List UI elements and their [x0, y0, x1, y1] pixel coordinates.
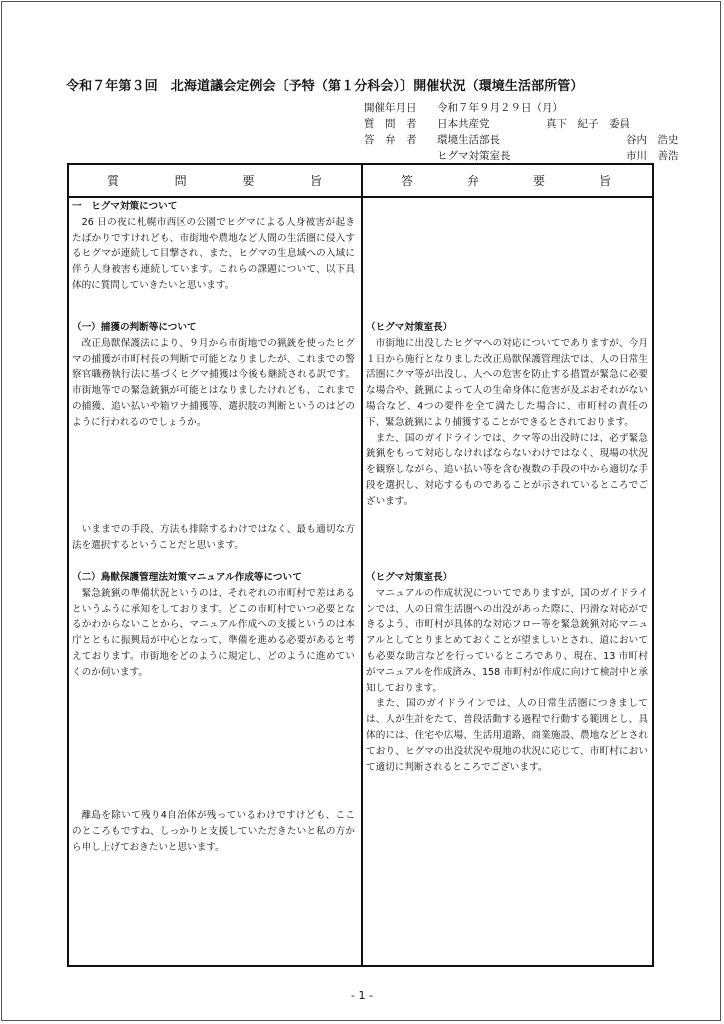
answer-header-char: 要 [532, 174, 545, 188]
question-comment-3 [72, 808, 355, 855]
question-header-char: 問 [174, 174, 187, 188]
answer-text: 市街地に出没したヒグマへの対応についてでありますが、今月１日から施行となりました改正鳥獣保護管理法では、人の日常生活圏にクマ等が出没し、人への危害を防止する措置が緊急に必要な場合や、銃猟によって人の生命身体に危害が及ぶおそれがない場合など、4つの要件を全て満たした場合に、市町村の責任の下、緊急銃猟により捕獲することができるとされております。 [366, 337, 648, 428]
answer-text: また、国のガイドラインでは、クマ等の出没時には、必ず緊急銃猟をもって対応しなければならないわけではなく、現場の状況を観察しながら、追い払い等を含む複数の手段の中から適切な手段を選択し、対応するものであることが示されているところでございます。 [366, 432, 648, 507]
answer-header [401, 165, 611, 196]
question-header-char: 質 [107, 174, 120, 188]
answer-1 [366, 320, 648, 510]
answerer-2-role: ヒグマ対策室長 [437, 150, 511, 162]
answer-header-char: 弁 [466, 174, 479, 188]
question-text: 26 日の夜に札幌市西区の公園でヒグマによる人身被害が起きたばかりですけれども、市街地や農地など人間の生活圏に侵入するヒグマが連続して目撃され、また、ヒグマの生息域への入域に伴う人身被害も連続しています。これらの課題について、以下具体的に質問していきたいと思います。 [72, 216, 355, 291]
answerer-1-name: 谷内 浩史 [626, 134, 679, 146]
answer-text: マニュアルの作成状況についてでありますが、国のガイドラインでは、人の日常生活圏への出没があった際に、円滑な対応ができるよう、市町村が具体的な対応フロー等を緊急銃猟対応マニュアルとしてとりまとめておくことが望ましいとされ、道においても必要な助言などを行っているところであり、現在、13 市町村がマニュアルを作成済み、158 市町村が作成に向けて検討中と承知しております。 [366, 587, 648, 694]
answer-speaker: （ヒグマ対策室長） [366, 322, 453, 333]
question-section-1 [72, 199, 355, 294]
answerer-label: 答 弁 者 [364, 134, 417, 146]
date-label: 開催年月日 [364, 102, 417, 114]
date-value: 令和７年９月２９日（月） [437, 102, 563, 114]
section-heading: （二）鳥獣保護管理法対策マニュアル作成等について [72, 572, 302, 583]
answerer-1-role: 環境生活部長 [437, 134, 500, 146]
comment-text: いままでの手段、方法も排除するわけではなく、最も適切な方法を選択するということだと思います。 [72, 524, 355, 551]
column-divider [361, 165, 363, 965]
question-section-2 [72, 320, 355, 431]
answer-text: また、国のガイドラインでは、人の日常生活圏につきましては、人が生計をたて、普段活動する過程で行動する範囲とし、具体的には、住宅や広場、生活用道路、商業施設、農地などとされており、ヒグマの出没状況や現地の状況に応じて、市町村において適切に判断されるところでございます。 [366, 698, 648, 773]
page-number: - 1 - [351, 989, 373, 1002]
answer-2 [366, 570, 648, 775]
question-comment-2 [72, 522, 355, 554]
answer-header-char: 答 [401, 174, 414, 188]
question-header-char: 要 [242, 174, 255, 188]
questioner-party: 日本共産党 [437, 118, 490, 130]
section-heading: （一）捕獲の判断等について [72, 322, 197, 333]
document-title: 令和７年第３回 北海道議会定例会〔予特（第１分科会）〕開催状況（環境生活部所管） [66, 79, 584, 94]
answer-header-char: 旨 [598, 174, 611, 188]
question-section-3 [72, 570, 355, 681]
question-text: 改正鳥獣保護法により、９月から市街地での猟銃を使ったヒグマの捕獲が市町村長の判断で可能となりましたが、これまでの警察官職務執行法に基づくヒグマ捕獲は今後も継続される訳です。市街地等での緊急銃猟が可能とはなりましたけれども、これまでの捕獲、追い払いや箱ワナ捕獲等、選択肢の判断というのはどのように行われるのでしょうか。 [72, 337, 355, 428]
question-header [107, 165, 322, 196]
header-rule [69, 196, 652, 198]
question-text: 緊急銃猟の準備状況というのは、それぞれの市町村で差はあるというふうに承知をしております。どこの市町村でいつ必要となるかわからないことから、マニュアル作成への支援というのは本庁とともに振興局が中心となって、準備を進める必要があると考えております。市街地をどのように規定し、どのように進めていくのか伺います。 [72, 587, 355, 678]
comment-text: 離島を除いて残り4自治体が残っているわけですけども、ここのところもですね、しっかりと支援していただきたいと私の方から申し上げておきたいと思います。 [72, 810, 355, 853]
answerer-2-name: 市川 善浩 [626, 150, 679, 162]
section-heading: 一 ヒグマ対策について [72, 201, 178, 212]
questioner-label: 質 問 者 [364, 118, 417, 130]
questioner-name: 真下 紀子 委員 [546, 118, 630, 130]
question-header-char: 旨 [309, 174, 322, 188]
answer-speaker: （ヒグマ対策室長） [366, 572, 453, 583]
